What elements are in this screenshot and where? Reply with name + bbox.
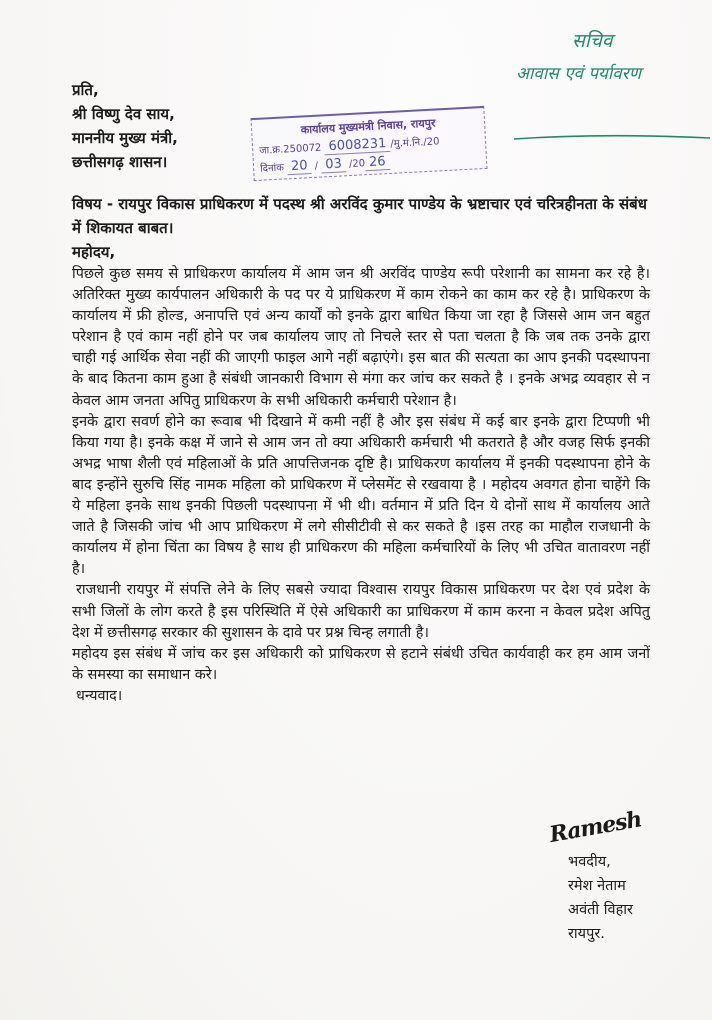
stamp-date-year-prefix: /20	[348, 158, 366, 171]
addressee-line-3: माननीय मुख्य मंत्री,	[72, 129, 178, 147]
handnote-underline	[512, 133, 712, 143]
body-paragraph-2: इनके द्वारा सवर्ण होने का रूवाब भी दिखाने में कमी नहीं है और इस संबंध में कई बार इनके द्वारा टिप्पणी भी किया गया है। इनके कक्ष में जाने से आम जन तो क्या अधिकारी कर्मचारी भी कतराते है और वजह सिर्फ इनकी अभद्र भाषा शैली एवं महिलाओं के प्रति आपत्तिजनक दृष्टि है। प्राधिकरण कार्यालय में इनकी पदस्थापना होने के बाद इन्होंने सुरुचि सिंह नामक महिला को प्राधिकरण में प्लेसमेंट से रखवाया है । महोदय अवगत होना चाहेंगे कि ये महिला इनके साथ इनकी पिछली पदस्थापना में भी थी। वर्तमान में प्रति दिन ये दोनों साथ में कार्यालय आते जाते है जिसकी जांच भी आप प्राधिकरण में लगे सीसीटीवी से कर सकते है ।इस तरह का माहौल राजधानी के कार्यालय में होना चिंता का विषय है साथ ही प्राधिकरण की महिला कर्मचारियों के लिए भी उचित वातावरण नहीं है।	[72, 413, 650, 578]
stamp-ref-number: 6008231	[324, 136, 391, 155]
handnote-line-1: सचिव	[572, 30, 613, 52]
handnote-line-2: आवास एवं पर्यावरण	[516, 64, 641, 84]
handwritten-signature: Ramesh	[547, 806, 644, 848]
signature-name: रमेश नेताम	[568, 878, 626, 894]
signature-closing: भवदीय,	[568, 854, 611, 870]
signature-locality: अवंती विहार	[568, 902, 633, 918]
signature-block	[568, 850, 633, 946]
body-paragraph-3: राजधानी रायपुर में संपत्ति लेने के लिए सबसे ज्यादा विश्वास रायपुर विकास प्राधिकरण पर देश एवं प्रदेश के सभी जिलों के लोग करते है इस परिस्थिति में ऐसे अधिकारी का प्राधिकरण में काम करना न केवल प्रदेश अपितु देश में छत्तीसगढ़ सरकार की सुशासन के दावे पर प्रश्न चिन्ह लगाती है।	[72, 582, 650, 641]
stamp-date-label: दिनांक	[259, 162, 285, 175]
receipt-stamp	[251, 106, 488, 181]
addressee-line-2: श्री विष्णु देव साय,	[72, 105, 175, 123]
stamp-title: कार्यालय मुख्यमंत्री निवास, रायपुर	[300, 116, 436, 137]
addressee-line-4: छत्तीसगढ़ शासन।	[72, 153, 168, 171]
salutation: महोदय,	[72, 243, 116, 261]
body-paragraph-1: पिछले कुछ समय से प्राधिकरण कार्यालय में आम जन श्री अरविंद पाण्डेय रूपी परेशानी का सामना कर रहे है। अतिरिक्त मुख्य कार्यपालन अधिकारी के पद पर ये प्राधिकरण में काम रोकने का काम कर रहे है। प्राधिकरण के कार्यालय में फ्री होल्ड, अनापत्ति एवं अन्य कार्यों को इनके द्वारा बाधित किया जा रहा है जिससे आम जन बहुत परेशान है एवं काम नहीं होने पर जब कार्यालय जाए तो निचले स्तर से पता चलता है कि जब तक उनके द्वारा चाही गई आर्थिक सेवा नहीं की जाएगी फाइल आगे नहीं बढ़ाएंगे। इस बात की सत्यता का आप इनकी पदस्थापना के बाद कितना काम हुआ है संबंधी जानकारी विभाग से मंगा कर जांच कर सकते है । इनके अभद्र व्यवहार से न केवल आम जनता अपितु प्राधिकरण के सभी अधिकारी कर्मचारी परेशान है।	[72, 266, 650, 409]
letter-body	[72, 264, 650, 707]
body-paragraph-4: महोदय इस संबंध में जांच कर इस अधिकारी को प्राधिकरण से हटाने संबंधी उचित कार्यवाही कर हम आम जनों के समस्या का समाधान करे।	[72, 645, 650, 683]
body-paragraph-5: धन्यवाद।	[76, 687, 123, 704]
letter-subject: विषय - रायपुर विकास प्राधिकरण में पदस्थ श्री अरविंद कुमार पाण्डेय के भ्रष्टाचार एवं चरित्रहीनता के संबंध में शिकायत बाबत।	[72, 195, 647, 237]
stamp-date-day: 20	[287, 158, 312, 175]
signature-city: रायपुर.	[568, 926, 605, 942]
stamp-ref-prefix: जा.क्र.250072	[258, 142, 322, 157]
stamp-date-year: 26	[365, 154, 390, 171]
stamp-date-month: 03	[321, 156, 346, 173]
addressee-line-1: प्रति,	[72, 81, 99, 99]
stamp-ref-suffix: /मु.मं.नि./20	[390, 136, 440, 150]
stamp-date-row: दिनांक 20 / 03 /20 26	[260, 149, 486, 176]
addressee-block	[72, 78, 178, 174]
